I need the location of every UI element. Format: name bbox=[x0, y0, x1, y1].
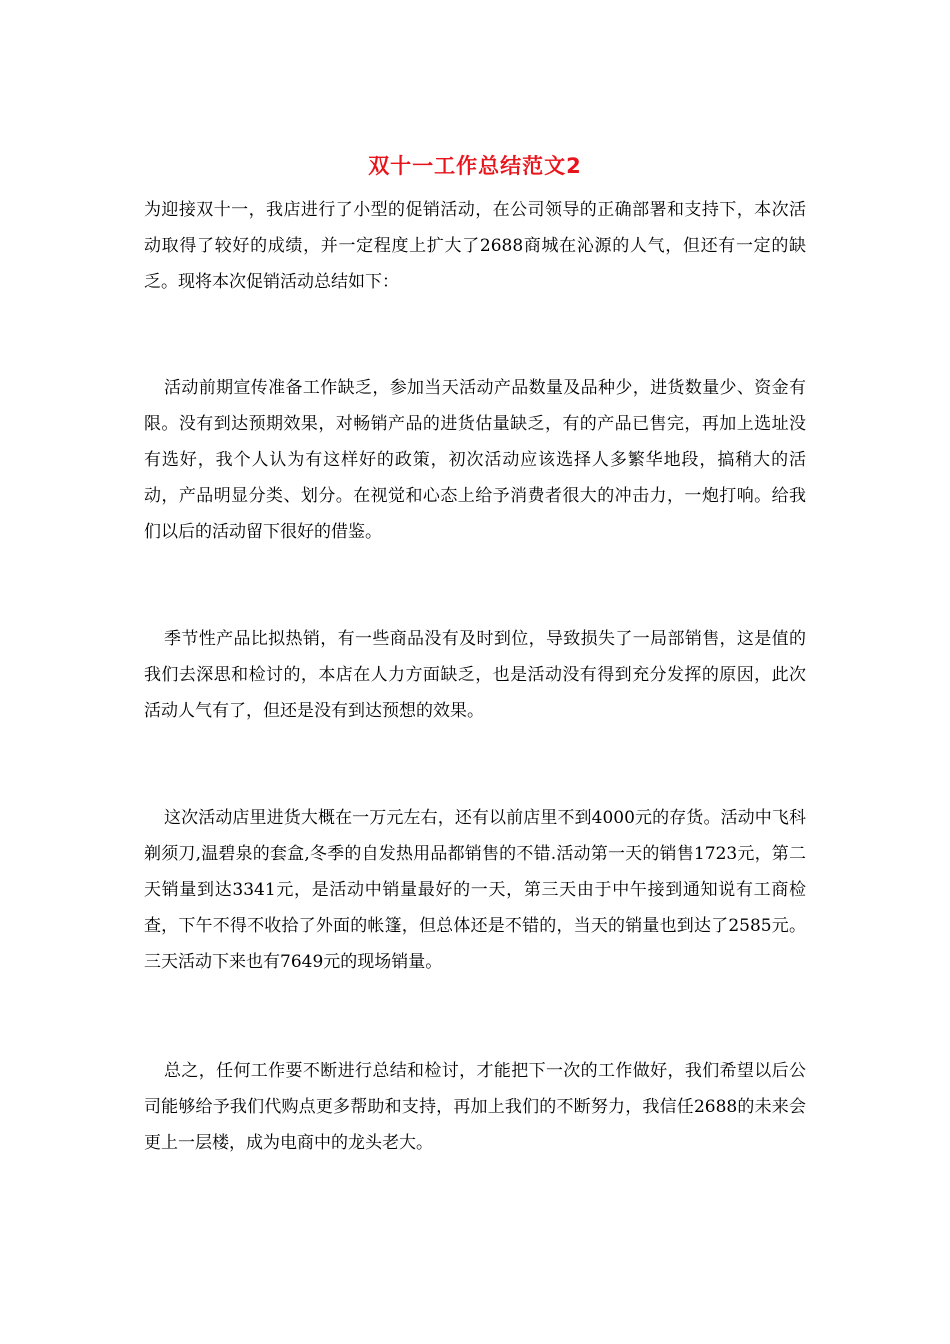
intro-paragraph: 为迎接双十一，我店进行了小型的促销活动，在公司领导的正确部署和支持下，本次活动取得了较好的成绩，并一定程度上扩大了2688商城在沁源的人气，但还有一定的缺乏。现将本次促销活动总结如下： bbox=[144, 200, 806, 292]
document-title: 双十一工作总结范文2 bbox=[368, 154, 582, 178]
body-paragraph-preparation: 活动前期宣传准备工作缺乏，参加当天活动产品数量及品种少，进货数量少、资金有限。没有到达预期效果，对畅销产品的进货估量缺乏，有的产品已售完，再加上选址没有选好，我个人认为有这样好的政策，初次活动应该选择人多繁华地段，搞稍大的活动，产品明显分类、划分。在视觉和心态上给予消费者很大的冲击力，一炮打响。给我们以后的活动留下很好的借鉴。 bbox=[144, 378, 806, 542]
body-paragraph-seasonal-products: 季节性产品比拟热销，有一些商品没有及时到位，导致损失了一局部销售，这是值的我们去深思和检讨的，本店在人力方面缺乏，也是活动没有得到充分发挥的原因，此次活动人气有了，但还是没有到达预想的效果。 bbox=[144, 629, 806, 721]
conclusion-paragraph: 总之，任何工作要不断进行总结和检讨，才能把下一次的工作做好，我们希望以后公司能够给予我们代购点更多帮助和支持，再加上我们的不断努力，我信任2688的未来会更上一层楼，成为电商中的龙头老大。 bbox=[144, 1061, 806, 1153]
body-paragraph-sales-figures: 这次活动店里进货大概在一万元左右，还有以前店里不到4000元的存货。活动中飞科剃须刀,温碧泉的套盒,冬季的自发热用品都销售的不错.活动第一天的销售1723元，第二天销量到达3341元，是活动中销量最好的一天，第三天由于中午接到通知说有工商检查，下午不得不收拾了外面的帐篷，但总体还是不错的，当天的销量也到达了2585元。三天活动下来也有7649元的现场销量。 bbox=[144, 808, 806, 972]
